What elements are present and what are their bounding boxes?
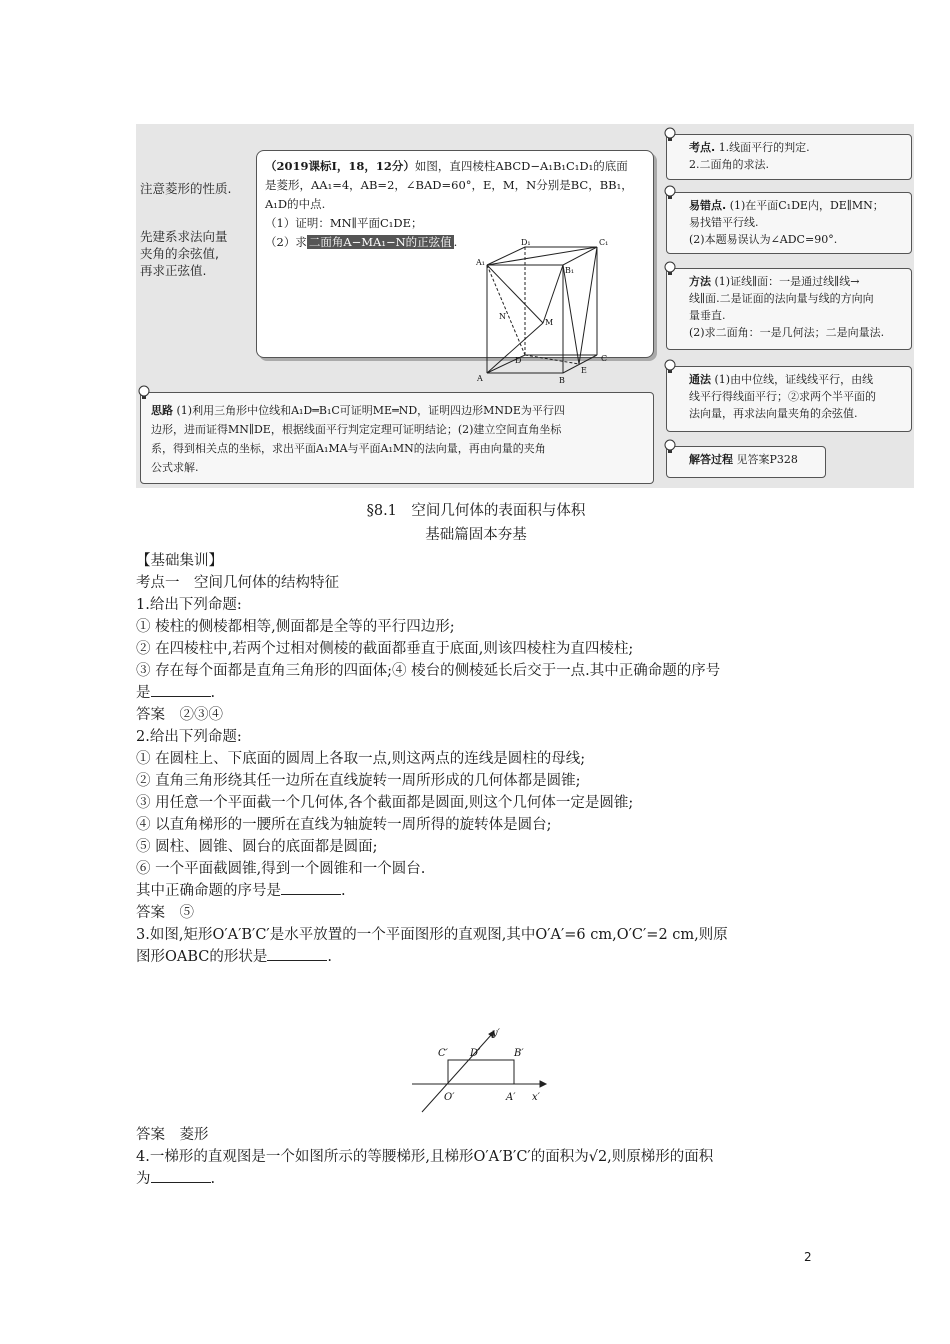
answer-blank: [151, 1168, 211, 1183]
margin-note-vector: 先建系求法向量 夹角的余弦值, 再求正弦值.: [140, 229, 228, 278]
label-d1: D₁: [521, 238, 531, 247]
page-number: 2: [804, 1250, 812, 1264]
label-o: O′: [444, 1092, 455, 1103]
box-yicuo: 易错点. (1)在平面C₁DE内，DE∥MN； 易找错平行线. (2)本题易误认为∠ADC=90°.: [666, 192, 912, 254]
heading: 【基础集训】: [136, 553, 223, 569]
label-x: x′: [532, 1092, 540, 1103]
question-block: 【基础集训】 考点一 空间几何体的结构特征 1.给出下列命题: ① 棱柱的侧棱都相等,侧面都是全等的平行四边形; ② 在四棱柱中,若两个过相对侧棱的截面都垂直于底面,则该四棱柱为直四棱柱; ③ 存在每个面都是直角三角形的四面体;④ 棱台的侧棱延长后交于一点.其中正确命题的序号 是 . 答案 ②③④ 2.给出下列命题: ① 在圆柱上、下底面的圆周上各取一点,则这两点的连线是圆柱的母线; ② 直角三角形绕其任一边所在直线旋转一周所形成的几何体都是圆锥; ③ 用任意一个平面截一个几何体,各个截面都是圆面,则这个几何体一定是圆锥; ④ 以直角梯形的一腰所在直线为轴旋转一周所得的旋转体是圆台; ⑤ 圆柱、圆锥、圆台的底面都是圆面; ⑥ 一个平面截圆锥,得到一个圆锥和一个圆台. 其中正确命题的序号是 . 答案 ⑤ 3.如图,矩形O′A′B′C′是水平放置的一个平面图形的直观图,其中O′A′=6 cm,O′C′=2 cm,则原 图形OABC的形状是 .: [136, 550, 816, 968]
label-a: A′: [506, 1092, 516, 1103]
margin-note-rhombus: 注意菱形的性质.: [140, 181, 232, 196]
label-y: y′: [492, 1028, 500, 1039]
answer-2: 答案 ⑤: [136, 905, 194, 921]
label-a: A: [477, 374, 483, 383]
label-b: B: [559, 376, 565, 385]
prism-figure: [475, 235, 625, 385]
label-c: C′: [438, 1048, 448, 1059]
label-c: C: [601, 354, 608, 363]
box-fangfa: 方法 (1)证线∥面：一是通过线∥线→ 线∥面.二是证面的法向量与线的方向向 量垂直. (2)求二面角：一是几何法；二是向量法.: [666, 268, 912, 350]
answer-blank: [281, 880, 341, 895]
box-silu: 思路 (1)利用三角形中位线和A₁D═B₁C可证明ME═ND，证明四边形MNDE为平行四 边形，进而证得MN∥DE，根据线面平行判定定理可证明结论；(2)建立空间直角坐标 系，得到相关点的坐标，求出平面A₁MA与平面A₁MN的法向量，再由向量的夹角 公式求解.: [140, 392, 654, 484]
box-tongfa: 通法 (1)由中位线，证线线平行，由线 线平行得线面平行；②求两个半平面的 法向量，再求法向量夹角的余弦值.: [666, 366, 912, 432]
label-b1: B₁: [565, 266, 575, 275]
label-e: E: [581, 366, 587, 375]
lightbulb-icon: [135, 383, 153, 401]
box-kaodian: 考点. 1.线面平行的判定. 2.二面角的求法.: [666, 134, 912, 180]
label-d: D: [515, 356, 522, 365]
label-d: D′: [470, 1048, 481, 1059]
answer-blank: [151, 682, 211, 697]
label-b: B′: [514, 1048, 524, 1059]
label-c1: C₁: [599, 238, 609, 247]
lightbulb-icon: [661, 183, 679, 201]
label-a1: A₁: [476, 258, 485, 267]
answer-blank: [267, 946, 327, 961]
box-jieda: 解答过程 见答案P328: [666, 446, 826, 478]
answer-1: 答案 ②③④: [136, 707, 223, 723]
problem-panel: [136, 124, 914, 488]
label-m: M: [545, 318, 554, 327]
lightbulb-icon: [661, 357, 679, 375]
problem-card: （2019课标Ⅰ，18，12分）如图，直四棱柱ABCD−A₁B₁C₁D₁的底面 是菱形，AA₁=4，AB=2，∠BAD=60°，E，M，N分别是BC，BB₁， A₁D的中点. （1）证明：MN∥平面C₁DE； （2）求 二面角A−MA₁−N的正弦值 . D₁ C₁ A₁ B₁ N M D C A B E: [256, 150, 654, 358]
lightbulb-icon: [661, 259, 679, 277]
lightbulb-icon: [661, 125, 679, 143]
question-block-2: 答案 菱形 4.一梯形的直观图是一个如图所示的等腰梯形,且梯形O′A′B′C′的面积为√2,则原梯形的面积 为 .: [136, 1124, 816, 1190]
lightbulb-icon: [661, 437, 679, 455]
oblique-figure: [406, 1022, 556, 1118]
answer-3: 答案 菱形: [136, 1127, 209, 1143]
problem-source: （2019课标Ⅰ，18，12分）: [265, 159, 415, 173]
label-n: N: [499, 312, 506, 321]
section-subtitle: 基础篇固本夯基: [425, 527, 527, 543]
section-title: §8.1 空间几何体的表面积与体积: [366, 503, 586, 519]
kaodian-title: 考点一 空间几何体的结构特征: [136, 575, 339, 591]
highlight-dihedral: 二面角A−MA₁−N的正弦值: [308, 235, 452, 249]
